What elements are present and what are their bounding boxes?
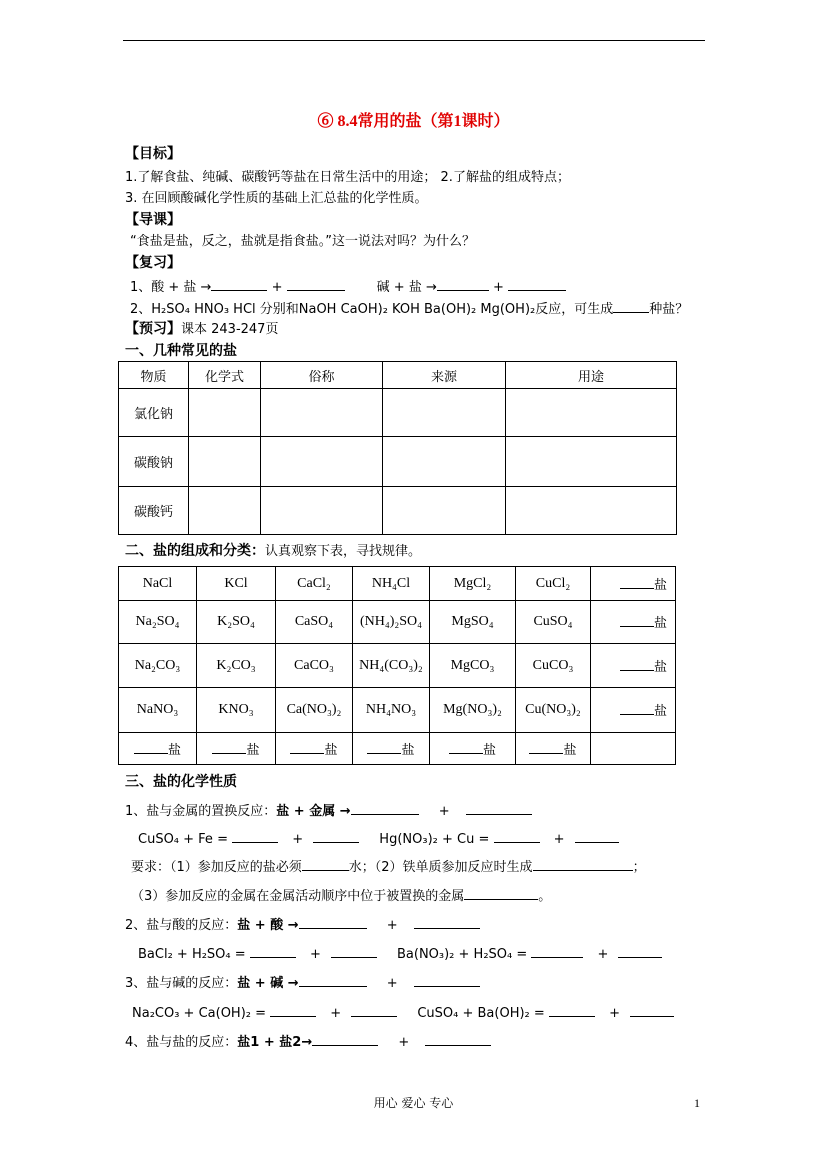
section2-note: 认真观察下表，寻找规律。 [265,544,422,559]
category-blank[interactable] [529,741,563,754]
formula-cell: KCl [197,567,276,601]
goal-heading: 【目标】 [125,146,181,162]
answer-blank[interactable] [331,945,377,958]
review-line-1 [130,278,566,296]
category-cell: 盐 [430,733,516,765]
equation: BaCl₂ + H₂SO₄ = [138,947,246,962]
answer-blank[interactable] [313,830,359,843]
table-cell[interactable] [189,487,261,535]
equation: Na₂CO₃ + Ca(OH)₂ = [132,1006,267,1021]
reaction-2-examples: BaCl₂ + H₂SO₄ = + Ba(NO₃)₂ + H₂SO₄ = + [138,945,662,963]
review-plus: + [271,280,283,295]
table-cell[interactable] [383,389,506,437]
answer-blank[interactable] [351,1004,397,1017]
answer-blank[interactable] [618,945,662,958]
preview-line [125,321,278,338]
table-cell[interactable] [383,487,506,535]
answer-blank[interactable] [549,1004,595,1017]
answer-blank[interactable] [464,887,538,900]
answer-blank[interactable] [425,1033,491,1046]
category-cell: 盐 [276,733,353,765]
category-blank[interactable] [367,741,401,754]
answer-blank[interactable] [270,1004,316,1017]
answer-blank[interactable] [533,858,633,871]
table-cell[interactable] [261,437,383,487]
formula-cell: NH₄NO₃ [353,688,430,733]
table-header: 俗称 [261,362,383,389]
reaction-3: 3、盐与碱的反应：盐 + 碱 → + [125,974,480,992]
review-line2-text: 2、H₂SO₄ HNO₃ HCl 分别和NaOH CaOH)₂ KOH Ba(OH)₂ Mg(OH)₂反应，可生成 [130,302,614,317]
answer-blank[interactable] [299,916,367,929]
reaction-general: 盐 + 金属 → [276,804,351,819]
lead-text: “食盐是盐，反之，盐就是指食盐。”这一说法对吗？为什么？ [130,234,475,249]
review-blank[interactable] [287,278,345,291]
table-header: 来源 [383,362,506,389]
reaction-1-examples: CuSO₄ + Fe = + Hg(NO₃)₂ + Cu = + [138,830,619,848]
table-header: 用途 [506,362,677,389]
equation: CuSO₄ + Ba(OH)₂ = [417,1006,545,1021]
common-salts-table [118,361,677,535]
salt-classification-table [118,566,676,765]
category-blank[interactable] [212,741,246,754]
review-line-2 [130,300,688,318]
review-acid-salt: 1、酸 + 盐 → [130,280,212,295]
table-row-label: 碳酸钙 [119,487,189,535]
page-number: 1 [694,1096,700,1110]
category-blank[interactable] [620,576,654,589]
answer-blank[interactable] [575,830,619,843]
category-cell: 盐 [197,733,276,765]
formula-cell: NH₄(CO₃)₂ [353,644,430,688]
reaction-label: 3、盐与碱的反应： [125,976,238,991]
answer-blank[interactable] [414,974,480,987]
table-cell[interactable] [189,437,261,487]
answer-blank[interactable] [630,1004,674,1017]
formula-cell: Cu(NO₃)₂ [516,688,591,733]
category-blank[interactable] [449,741,483,754]
reaction-4: 4、盐与盐的反应：盐1 + 盐2→ + [125,1033,491,1051]
answer-blank[interactable] [299,974,367,987]
formula-cell: CaCO₃ [276,644,353,688]
category-blank[interactable] [620,702,654,715]
formula-cell: Ca(NO₃)₂ [276,688,353,733]
review-blank[interactable] [437,278,489,291]
category-blank[interactable] [620,614,654,627]
reaction-general: 盐 + 酸 → [237,918,299,933]
category-cell: 盐 [591,644,676,688]
reaction-label: 4、盐与盐的反应： [125,1035,238,1050]
table-row-label: 氯化钠 [119,389,189,437]
table-cell[interactable] [383,437,506,487]
header-rule [123,40,705,41]
category-cell: 盐 [591,601,676,644]
review-line2-end: 种盐？ [649,302,689,317]
answer-blank[interactable] [302,858,349,871]
category-blank[interactable] [290,741,324,754]
category-cell: 盐 [119,733,197,765]
formula-cell: CuCl₂ [516,567,591,601]
review-base-salt: 碱 + 盐 → [376,280,437,295]
formula-cell: CuCO₃ [516,644,591,688]
formula-cell: KNO₃ [197,688,276,733]
reaction-1 [125,802,532,820]
review-heading: 【复习】 [125,255,181,271]
section1-heading: 一、几种常见的盐 [125,343,237,359]
equation: Ba(NO₃)₂ + H₂SO₄ = [396,947,528,962]
requirement-line-2: （3）参加反应的金属在金属活动顺序中位于被置换的金属 。 [131,889,552,904]
answer-blank[interactable] [312,1033,378,1046]
answer-blank[interactable] [531,945,583,958]
requirement-line-1: 要求：（1）参加反应的盐必须 水；（2）铁单质参加反应时生成 ； [131,860,646,875]
formula-cell: CaSO₄ [276,601,353,644]
page-title: ⑥ 8.4常用的盐（第1课时） [317,113,510,130]
section3-heading: 三、盐的化学性质 [125,774,237,790]
formula-cell: MgCl₂ [430,567,516,601]
formula-cell: K₂SO₄ [197,601,276,644]
formula-cell: CuSO₄ [516,601,591,644]
table-header: 化学式 [189,362,261,389]
reaction-general: 盐1 + 盐2→ [237,1035,313,1050]
category-cell: 盐 [353,733,430,765]
answer-blank[interactable] [351,802,419,815]
preview-heading: 【预习】 [125,321,181,337]
formula-cell: NaCl [119,567,197,601]
goal-line-2: 3. 在回顾酸碱化学性质的基础上汇总盐的化学性质。 [125,191,428,206]
answer-blank[interactable] [466,802,532,815]
category-blank[interactable] [620,658,654,671]
table-cell[interactable] [189,389,261,437]
formula-cell: MgSO₄ [430,601,516,644]
table-cell[interactable] [506,437,677,487]
answer-blank[interactable] [494,830,540,843]
reaction-general: 盐 + 碱 → [237,976,299,991]
answer-blank[interactable] [232,830,278,843]
category-cell: 盐 [516,733,591,765]
category-cell: 盐 [591,567,676,601]
formula-cell: Na₂CO₃ [119,644,197,688]
footer-text: 用心 爱心 专心 [373,1096,454,1110]
review-plus: + [492,280,504,295]
goal-line-1: 1.了解食盐、纯碱、碳酸钙等盐在日常生活中的用途； 2.了解盐的组成特点； [125,170,570,185]
formula-cell: (NH₄)₂SO₄ [353,601,430,644]
section2-heading: 二、盐的组成和分类： [125,543,265,559]
formula-cell: MgCO₃ [430,644,516,688]
category-cell: 盐 [591,688,676,733]
lead-heading: 【导课】 [125,212,181,228]
preview-text: 课本 243-247页 [181,322,279,337]
table-cell[interactable] [261,389,383,437]
formula-cell: NH₄Cl [353,567,430,601]
equation: Hg(NO₃)₂ + Cu = [379,832,490,847]
formula-cell: Na₂SO₄ [119,601,197,644]
section2-heading-line [125,543,421,560]
table-cell[interactable] [506,487,677,535]
plus-sign: + [438,804,450,819]
review-blank[interactable] [211,278,267,291]
table-header: 物质 [119,362,189,389]
reaction-3-examples: Na₂CO₃ + Ca(OH)₂ = + CuSO₄ + Ba(OH)₂ = + [132,1004,674,1022]
formula-cell: Mg(NO₃)₂ [430,688,516,733]
answer-blank[interactable] [414,916,480,929]
reaction-2: 2、盐与酸的反应：盐 + 酸 → + [125,916,480,934]
formula-cell: CaCl₂ [276,567,353,601]
answer-blank[interactable] [250,945,296,958]
table-cell[interactable] [506,389,677,437]
review-blank[interactable] [508,278,566,291]
table-cell[interactable] [261,487,383,535]
reaction-label: 1、盐与金属的置换反应： [125,804,277,819]
category-blank[interactable] [134,741,168,754]
table-row-label: 碳酸钠 [119,437,189,487]
equation: CuSO₄ + Fe = [138,832,228,847]
table-cell [591,733,676,765]
review-blank[interactable] [613,300,649,313]
formula-cell: K₂CO₃ [197,644,276,688]
formula-cell: NaNO₃ [119,688,197,733]
reaction-label: 2、盐与酸的反应： [125,918,238,933]
